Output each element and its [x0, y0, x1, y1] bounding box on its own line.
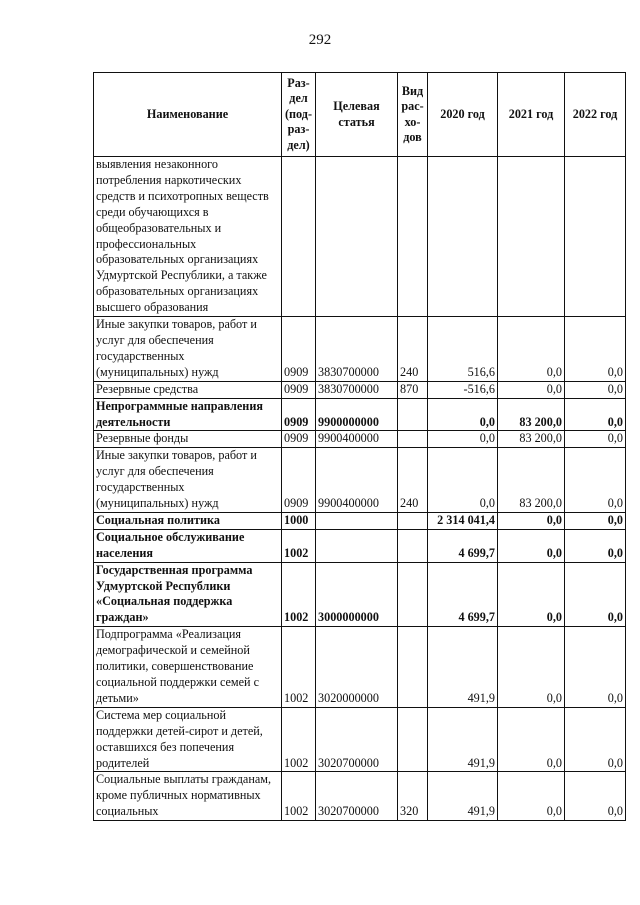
row-2020: 4 699,7	[428, 562, 498, 627]
row-2022: 0,0	[565, 707, 626, 772]
header-2020: 2020 год	[428, 73, 498, 157]
row-2022: 0,0	[565, 398, 626, 431]
row-expense-type: 240	[398, 448, 428, 513]
row-name: выявления незаконного потребления наркотических средств и психотропных веществ среди обучающихся в общеобразовательных и профессиональных образовательных организациях Удмуртской Республики, а также образовательных организациях высшего образования	[94, 157, 282, 317]
header-expense-type: Вид рас- хо- дов	[398, 73, 428, 157]
header-2022: 2022 год	[565, 73, 626, 157]
row-article: 9900400000	[316, 431, 398, 448]
row-2020: 491,9	[428, 627, 498, 708]
table-row	[94, 431, 626, 448]
row-section: 1002	[282, 627, 316, 708]
row-section: 0909	[282, 398, 316, 431]
row-article: 3020000000	[316, 627, 398, 708]
row-section: 0909	[282, 317, 316, 382]
table-row	[94, 529, 626, 562]
row-name: Иные закупки товаров, работ и услуг для обеспечения государственных (муниципальных) нужд	[94, 448, 282, 513]
budget-table	[93, 72, 626, 821]
row-article: 3830700000	[316, 317, 398, 382]
header-section: Раз- дел (под- раз- дел)	[282, 73, 316, 157]
row-2020: 0,0	[428, 398, 498, 431]
row-2020: 516,6	[428, 317, 498, 382]
row-name: Непрограммные направления деятельности	[94, 398, 282, 431]
row-2021: 83 200,0	[498, 398, 565, 431]
row-2020: 2 314 041,4	[428, 512, 498, 529]
row-2022: 0,0	[565, 317, 626, 382]
row-expense-type	[398, 707, 428, 772]
row-2022: 0,0	[565, 529, 626, 562]
row-name: Резервные средства	[94, 381, 282, 398]
table-row	[94, 627, 626, 708]
row-article: 3020700000	[316, 772, 398, 821]
table-row	[94, 381, 626, 398]
row-expense-type: 320	[398, 772, 428, 821]
row-name: Система мер социальной поддержки детей-сирот и детей, оставшихся без попечения родителей	[94, 707, 282, 772]
row-article: 9900400000	[316, 448, 398, 513]
row-2021	[498, 157, 565, 317]
row-2021: 83 200,0	[498, 431, 565, 448]
row-expense-type	[398, 562, 428, 627]
row-name: Государственная программа Удмуртской Республики «Социальная поддержка граждан»	[94, 562, 282, 627]
row-2021: 0,0	[498, 381, 565, 398]
row-section: 1002	[282, 707, 316, 772]
table-row	[94, 317, 626, 382]
row-2021: 0,0	[498, 512, 565, 529]
table-body	[94, 157, 626, 821]
row-2020	[428, 157, 498, 317]
table-row	[94, 562, 626, 627]
header-article: Целевая статья	[316, 73, 398, 157]
row-expense-type	[398, 431, 428, 448]
row-expense-type	[398, 512, 428, 529]
row-2020: -516,6	[428, 381, 498, 398]
row-section: 0909	[282, 381, 316, 398]
table-header-row	[94, 73, 626, 157]
row-article	[316, 512, 398, 529]
row-name: Социальное обслуживание населения	[94, 529, 282, 562]
table-row	[94, 398, 626, 431]
row-2022: 0,0	[565, 512, 626, 529]
row-2021: 0,0	[498, 627, 565, 708]
table-row	[94, 157, 626, 317]
row-section: 0909	[282, 448, 316, 513]
row-section: 1000	[282, 512, 316, 529]
row-2022	[565, 157, 626, 317]
row-2020: 0,0	[428, 431, 498, 448]
row-article: 9900000000	[316, 398, 398, 431]
row-2021: 0,0	[498, 772, 565, 821]
row-section: 1002	[282, 562, 316, 627]
row-2022: 0,0	[565, 431, 626, 448]
header-name: Наименование	[94, 73, 282, 157]
row-2021: 0,0	[498, 529, 565, 562]
row-2020: 0,0	[428, 448, 498, 513]
row-article: 3830700000	[316, 381, 398, 398]
row-expense-type	[398, 157, 428, 317]
row-section: 1002	[282, 529, 316, 562]
row-2020: 4 699,7	[428, 529, 498, 562]
row-article	[316, 529, 398, 562]
table-row	[94, 448, 626, 513]
row-2020: 491,9	[428, 772, 498, 821]
row-2022: 0,0	[565, 381, 626, 398]
row-2021: 0,0	[498, 707, 565, 772]
row-expense-type	[398, 529, 428, 562]
row-article	[316, 157, 398, 317]
row-section: 0909	[282, 431, 316, 448]
row-2021: 0,0	[498, 562, 565, 627]
row-section	[282, 157, 316, 317]
row-name: Иные закупки товаров, работ и услуг для обеспечения государственных (муниципальных) нужд	[94, 317, 282, 382]
row-2022: 0,0	[565, 627, 626, 708]
header-2021: 2021 год	[498, 73, 565, 157]
row-article: 3020700000	[316, 707, 398, 772]
row-expense-type	[398, 398, 428, 431]
row-article: 3000000000	[316, 562, 398, 627]
row-expense-type	[398, 627, 428, 708]
row-expense-type: 870	[398, 381, 428, 398]
row-name: Социальные выплаты гражданам, кроме публичных нормативных социальных	[94, 772, 282, 821]
row-name: Резервные фонды	[94, 431, 282, 448]
row-2020: 491,9	[428, 707, 498, 772]
page-number: 292	[308, 32, 332, 48]
row-name: Подпрограмма «Реализация демографической и семейной политики, совершенствование социальной поддержки семей с детьми»	[94, 627, 282, 708]
row-2022: 0,0	[565, 562, 626, 627]
row-2022: 0,0	[565, 772, 626, 821]
row-expense-type: 240	[398, 317, 428, 382]
row-section: 1002	[282, 772, 316, 821]
row-2021: 0,0	[498, 317, 565, 382]
row-2022: 0,0	[565, 448, 626, 513]
table-row	[94, 512, 626, 529]
row-name: Социальная политика	[94, 512, 282, 529]
table-row	[94, 707, 626, 772]
table-row	[94, 772, 626, 821]
row-2021: 83 200,0	[498, 448, 565, 513]
